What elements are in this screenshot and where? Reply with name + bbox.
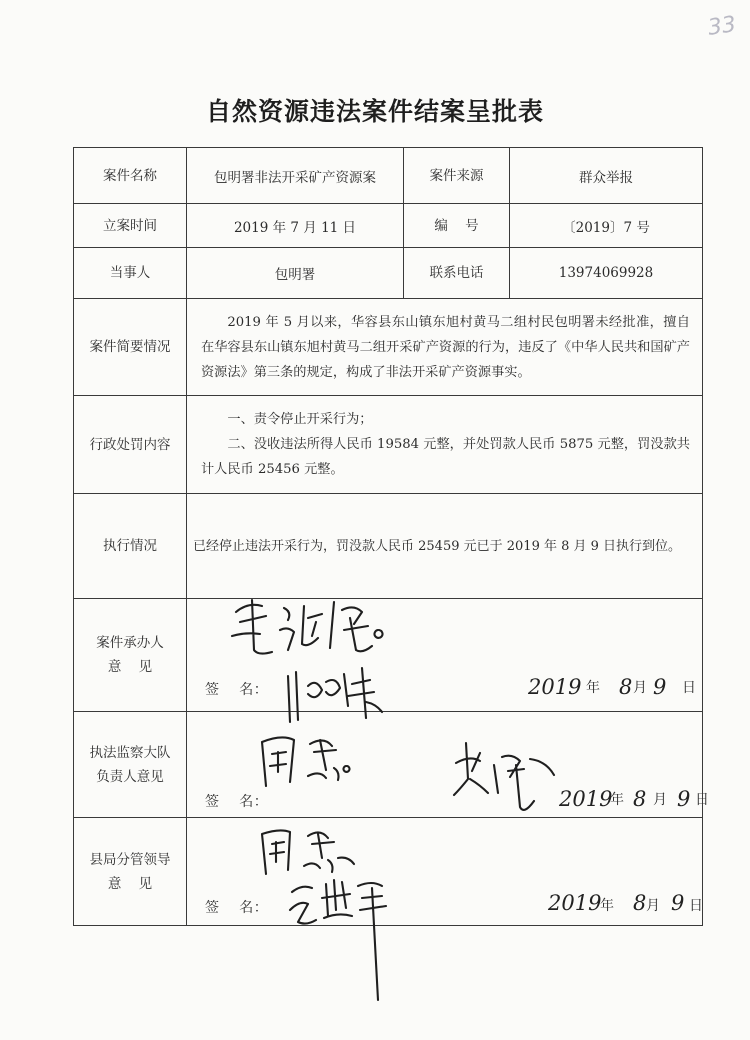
leader-label-line1: 县局分管领导 (89, 851, 171, 868)
phone-label: 联系电话 (404, 248, 510, 299)
case-name-value: 包明署非法开采矿产资源案 (187, 148, 404, 204)
summary-text: 2019 年 5 月以来，华容县东山镇东旭村黄马二组村民包明署未经批准，擅自在华容县东山镇东旭村黄马二组开采矿产资源的行为，违反了《中华人民共和国矿产资源法》第三条的规定，构成了非法开采矿产资源事实。 (201, 314, 690, 380)
number-label: 编 号 (404, 204, 510, 248)
supervision-signature (450, 735, 560, 825)
summary-label: 案件简要情况 (74, 299, 187, 396)
execution-label: 执行情况 (74, 494, 187, 599)
handler-date-day: 9 (653, 675, 667, 699)
row-case-name (74, 148, 703, 204)
penalty-item-1: 一、责令停止开采行为； (227, 412, 373, 427)
phone-value: 13974069928 (510, 248, 703, 299)
supervision-date-year-unit: 年 (610, 792, 624, 808)
supervision-date-month-unit: 月 (653, 792, 667, 808)
case-source-value: 群众举报 (510, 148, 703, 204)
filing-time-label: 立案时间 (74, 204, 187, 248)
leader-sign-label: 签 名： (205, 900, 269, 916)
supervision-date-month: 8 (633, 787, 647, 811)
execution-text: 已经停止违法开采行为，罚没款人民币 25459 元已于 2019 年 8 月 9 日执行到位。 (193, 538, 682, 554)
leader-signature (286, 870, 406, 1010)
handler-date-month-unit: 月 (633, 680, 647, 696)
row-party (74, 248, 703, 299)
row-summary (74, 299, 703, 396)
row-penalty (74, 396, 703, 494)
leader-date-month-unit: 月 (646, 898, 660, 914)
supervision-opinion-handwriting (248, 722, 378, 792)
leader-date-day-unit: 日 (689, 898, 703, 914)
supervision-date-year: 2019 (559, 787, 613, 811)
approval-form-table (73, 147, 709, 926)
supervision-sign-label: 签 名： (205, 794, 269, 810)
leader-date-year: 2019 (548, 891, 602, 915)
page-number: 33 (706, 12, 738, 41)
handler-date-month: 8 (619, 675, 633, 699)
row-filing-time (74, 204, 703, 248)
case-name-label: 案件名称 (74, 148, 187, 204)
supervision-label-line1: 执法监察大队 (89, 744, 171, 761)
filing-time-value: 2019 年 7 月 11 日 (187, 204, 404, 248)
party-value: 包明署 (187, 248, 404, 299)
handler-date-day-unit: 日 (682, 680, 696, 696)
form-title: 自然资源违法案件结案呈批表 (205, 97, 544, 126)
handler-label-line2: 意 见 (107, 659, 153, 675)
supervision-label-line2: 负责人意见 (96, 768, 164, 785)
supervision-date-day: 9 (677, 787, 691, 811)
supervision-date-day-unit: 日 (695, 792, 709, 808)
handler-label-line1: 案件承办人 (96, 635, 164, 651)
leader-date-year-unit: 年 (600, 898, 614, 914)
handler-date-year: 2019 (528, 675, 582, 699)
leader-date-month: 8 (633, 891, 647, 915)
leader-label-line2: 意 见 (107, 875, 153, 892)
penalty-label: 行政处罚内容 (74, 396, 187, 494)
party-label: 当事人 (74, 248, 187, 299)
handler-date-year-unit: 年 (586, 680, 600, 696)
penalty-item-2: 二、没收违法所得人民币 19584 元整，并处罚款人民币 5875 元整，罚没款共计人民币 25456 元整。 (201, 437, 690, 477)
number-value: 〔2019〕7 号 (510, 204, 703, 248)
handler-opinion-handwriting (222, 592, 422, 667)
handler-sign-label: 签 名： (205, 682, 269, 698)
row-execution (74, 494, 703, 599)
case-source-label: 案件来源 (404, 148, 510, 204)
leader-date-day: 9 (671, 891, 685, 915)
